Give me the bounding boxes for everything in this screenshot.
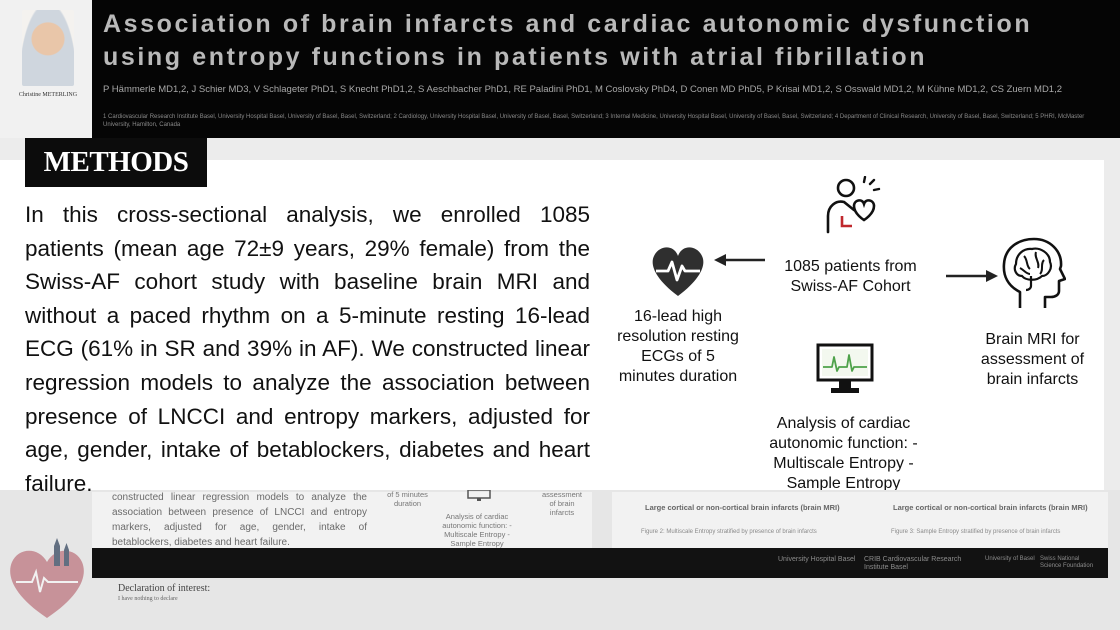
- mri-label: Brain MRI for assessment of brain infarcts: [980, 331, 1085, 388]
- declaration-title: Declaration of interest:: [118, 583, 211, 594]
- author-panel: [0, 0, 92, 138]
- author-list: P Hämmerle MD1,2, J Schier MD3, V Schlageter PhD1, S Knecht PhD1,2, S Aeschbacher PhD1, RE Paladini PhD1, M Coslovsky PhD4, D Conen MD PhD5, P Krisai MD1,2, S Osswald MD1,2, M Kühne MD1,2, CS Zuern MD1,2: [103, 84, 1063, 95]
- figure2-caption: Figure 2: Multiscale Entropy stratified by presence of brain infarcts: [641, 529, 817, 535]
- methods-heading: METHODS: [25, 138, 207, 187]
- author-name: Christine METERLING: [18, 92, 78, 98]
- figure3-caption: Figure 3: Sample Entropy stratified by presence of brain infarcts: [891, 529, 1061, 535]
- author-photo: [22, 10, 74, 86]
- heart-ecg-icon: [650, 244, 706, 298]
- cohort-label: 1085 patients from Swiss-AF Cohort: [784, 258, 917, 295]
- background-assessment-label: assessment of brain infarcts: [541, 490, 583, 517]
- ecg-label: 16-lead high resolution resting ECGs of 5 minutes duration: [617, 308, 739, 385]
- brain-icon: [1000, 236, 1066, 310]
- arrow-right-icon: [944, 268, 1000, 284]
- declaration-text: I have nothing to declare: [118, 596, 178, 602]
- logo-crib: CRIB Cardiovascular Research Institute Basel: [864, 556, 962, 571]
- figure3-axis-label: Large cortical or non-cortical brain infarcts (brain MRI): [893, 503, 1088, 512]
- heart-city-illustration: [4, 538, 90, 624]
- background-duration-label: of 5 minutes duration: [387, 490, 428, 508]
- figure2-axis-label: Large cortical or non-cortical brain infarcts (brain MRI): [645, 503, 840, 512]
- logo-swiss-national-science-foundation: Swiss National Science Foundation: [1040, 556, 1094, 569]
- arrow-left-icon: [712, 252, 768, 268]
- patient-icon: [818, 176, 882, 236]
- monitor-ecg-icon: [816, 343, 874, 395]
- figures-card-background: [612, 492, 1108, 548]
- logo-university-hospital-basel: University Hospital Basel: [778, 556, 856, 563]
- poster-title: Association of brain infarcts and cardiac autonomic dysfunction using entropy functions in patients with atrial fibrillation: [103, 10, 1033, 71]
- affiliation-list: 1 Cardiovascular Research Institute Basel, University Hospital Basel, University of Basel, Basel, Switzerland; 2 Cardiology, University Hospital Basel, University of Basel, Basel, Switzerland; 3 Internal Medicine, University Hospital Basel, University of Basel, Basel, Switzerland; 4 Department of Clinical Research, University of Basel, Basel, Switzerland; 5 PHRI, McMaster University, Hamilton, Canada: [103, 114, 1085, 128]
- methods-paragraph: In this cross-sectional analysis, we enrolled 1085 patients (mean age 72±9 years, 29% female) from the Swiss-AF cohort study with baseline brain MRI and without a paced rhythm on a 5-minute resting 16-lead ECG (61% in SR and 39% in AF). We constructed linear regression models to analyze the association between presence of LNCCI and entropy markers, adjusted for age, gender, intake of betablockers, diabetes and heart failure.: [25, 202, 590, 496]
- logo-university-of-basel: University of Basel: [985, 556, 1035, 562]
- analysis-label: Analysis of cardiac autonomic function: - Multiscale Entropy - Sample Entropy: [769, 415, 918, 490]
- background-analysis-label: Analysis of cardiac autonomic function: - Multiscale Entropy - Sample Entropy: [442, 512, 512, 548]
- background-methods-text: constructed linear regression models to analyze the association between presence of LNCCI and entropy markers, adjusted for age, gender, intake of betablockers, diabetes and heart failure.: [112, 492, 367, 548]
